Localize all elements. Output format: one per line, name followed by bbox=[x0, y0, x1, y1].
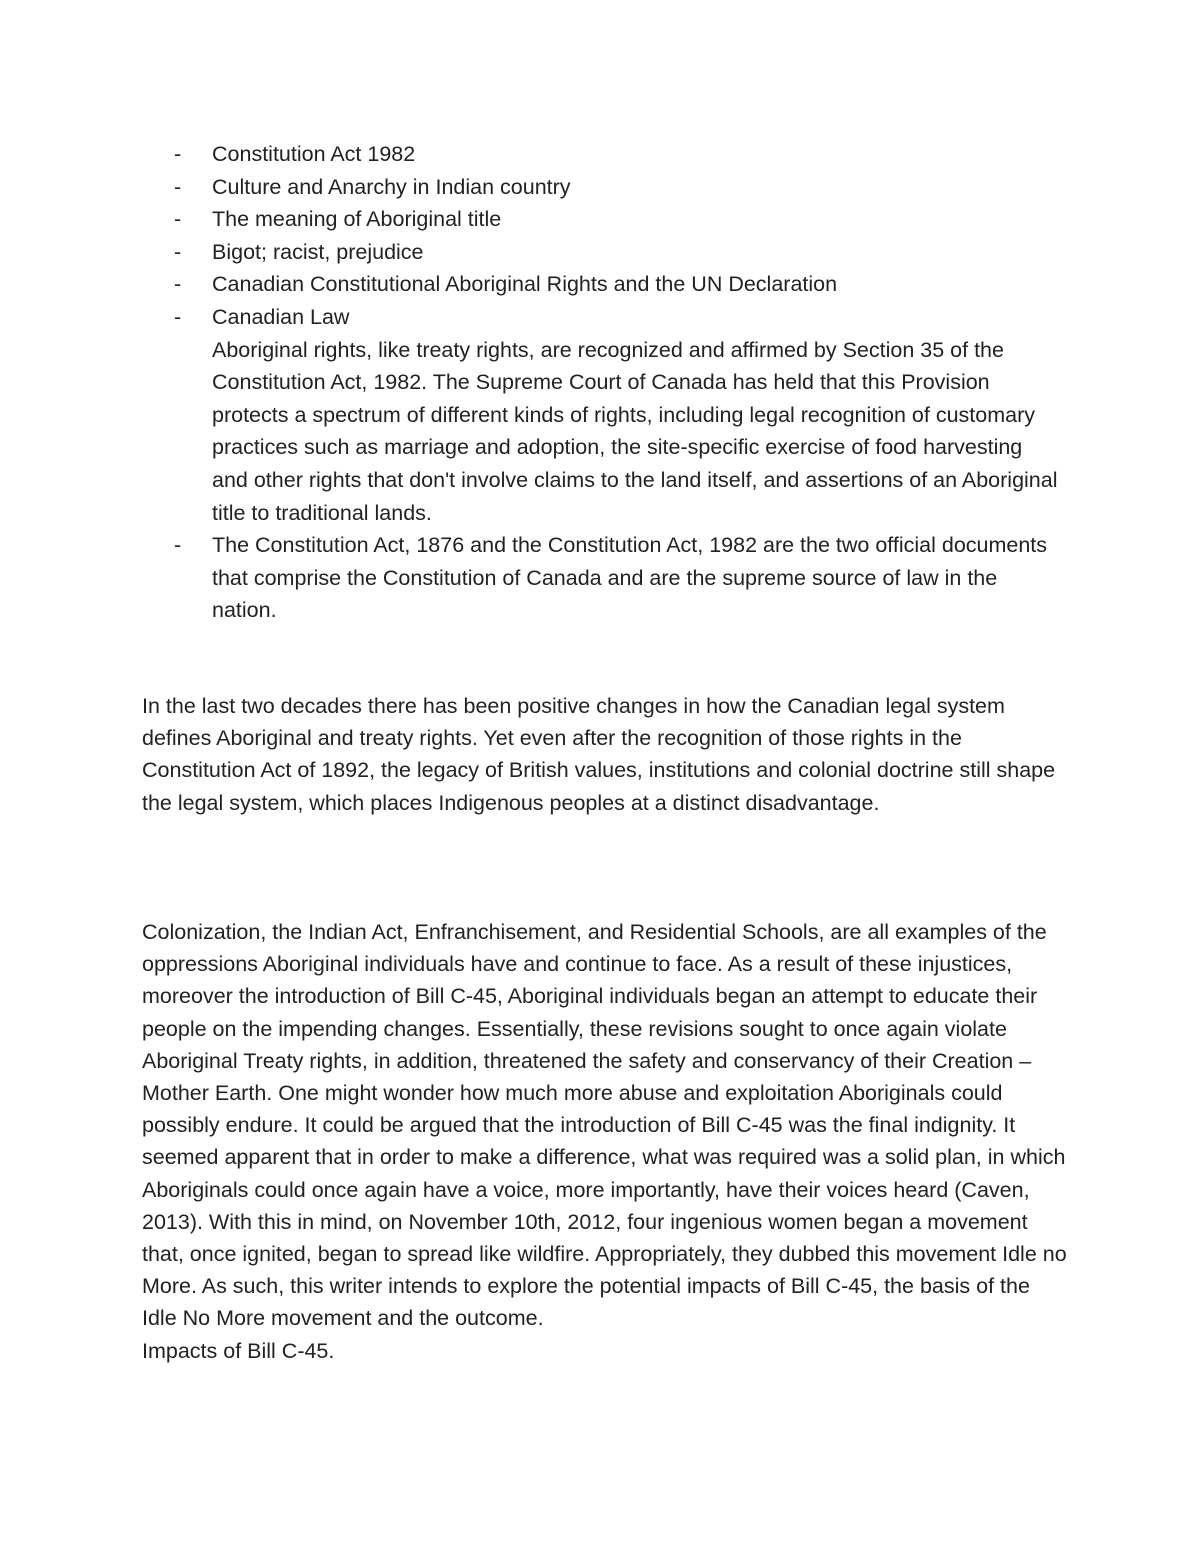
bullet-dash: - bbox=[174, 239, 182, 264]
list-item bbox=[170, 529, 1070, 627]
bullet-dash: - bbox=[174, 272, 182, 297]
bullet-text: The Constitution Act, 1876 and the Constitution Act, 1982 are the two official documents that comprise the Constitution of Canada and are the supreme source of law in the nation. bbox=[212, 533, 1048, 623]
bullet-dash: - bbox=[174, 207, 182, 232]
bullet-text: The meaning of Aboriginal title bbox=[212, 207, 502, 232]
bullet-dash: - bbox=[174, 174, 182, 199]
list-item bbox=[170, 138, 1070, 171]
bullet-list bbox=[170, 138, 1070, 627]
list-item bbox=[170, 171, 1070, 204]
list-item bbox=[170, 301, 1070, 529]
body-section bbox=[142, 916, 1067, 1367]
bullet-text: Culture and Anarchy in Indian country bbox=[212, 174, 571, 199]
list-item bbox=[170, 236, 1070, 269]
body-paragraph: In the last two decades there has been positive changes in how the Canadian legal system defines Aboriginal and treaty rights. Yet even after the recognition of those rights in the Constitution Act of 1892, the legacy of British values, institutions and colonial doctrine still shape the legal system, which places Indigenous peoples at a distinct disadvantage. bbox=[142, 694, 1056, 815]
list-item bbox=[170, 203, 1070, 236]
bullet-text: Bigot; racist, prejudice bbox=[212, 239, 424, 264]
bullet-dash: - bbox=[174, 142, 182, 166]
bullet-note: Aboriginal rights, like treaty rights, are recognized and affirmed by Section 35 of the Constitution Act, 1982. The Supreme Court of Canada has held that this Provision protects a spectrum of different kinds of rights, including legal recognition of customary practices such as marriage and adoption, the site-specific exercise of food harvesting and other rights that don't involve claims to the land itself, and assertions of an Aboriginal title to traditional lands. bbox=[212, 337, 1058, 525]
bullet-text: Canadian Constitutional Aboriginal Rights and the UN Declaration bbox=[212, 272, 838, 297]
list-item bbox=[170, 268, 1070, 301]
bullet-text: Canadian Law bbox=[212, 304, 350, 329]
body-paragraph: Colonization, the Indian Act, Enfranchisement, and Residential Schools, are all examples of the oppressions Aboriginal individuals have and continue to face. As a result of these injustices, moreover the introduction of Bill C-45, Aboriginal individuals began an attempt to educate their people on the impending changes. Essentially, these revisions sought to once again violate Aboriginal Treaty rights, in addition, threatened the safety and conservancy of their Creation – Mother Earth. One might wonder how much more abuse and exploitation Aboriginals could possibly endure. It could be argued that the introduction of Bill C-45 was the final indignity. It seemed apparent that in order to make a difference, what was required was a solid plan, in which Aboriginals could once again have a voice, more importantly, have their voices heard (Caven, 2013). With this in mind, on November 10th, 2012, four ingenious women began a movement that, once ignited, began to spread like wildfire. Appropriately, they dubbed this movement Idle no More. As such, this writer intends to explore the potential impacts of Bill C-45, the basis of the Idle No More movement and the outcome. bbox=[142, 920, 1067, 1331]
section-heading: Impacts of Bill C-45. bbox=[142, 1338, 335, 1363]
bullet-dash: - bbox=[174, 304, 182, 329]
bullet-text: Constitution Act 1982 bbox=[212, 142, 416, 166]
bullet-dash: - bbox=[174, 533, 182, 558]
